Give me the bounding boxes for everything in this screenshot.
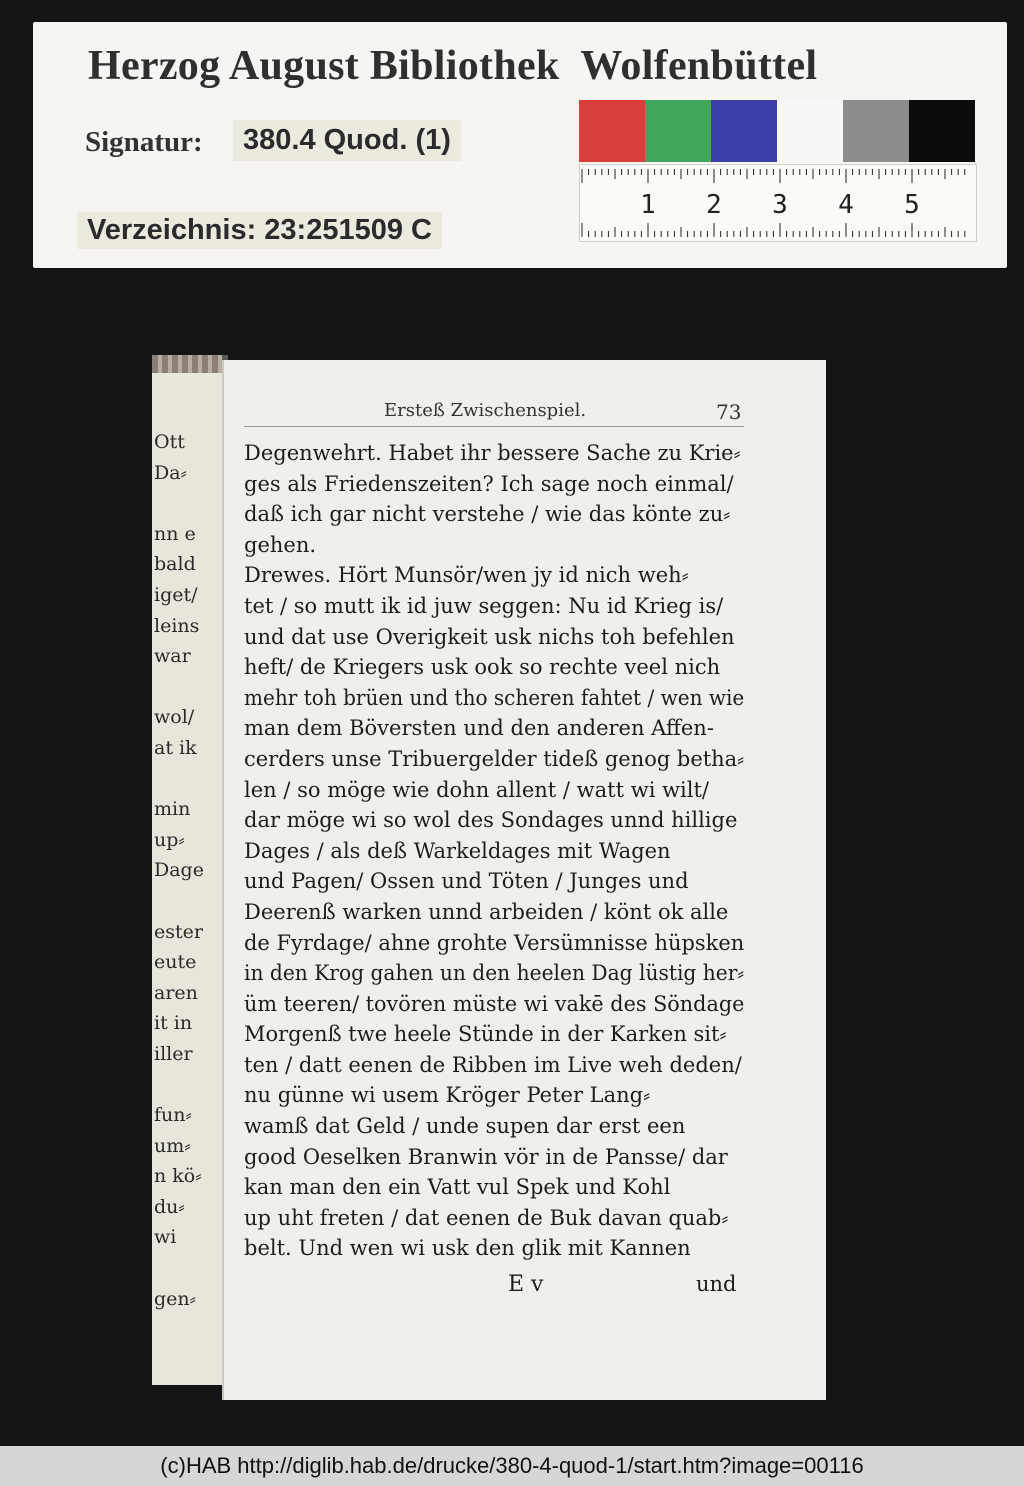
- left-page-fragment: it in: [154, 1012, 193, 1035]
- left-page-fragment: Dage: [154, 859, 204, 882]
- running-head: Ersteß Zwischenspiel.: [384, 400, 587, 421]
- left-page-fragment: aren: [154, 981, 198, 1004]
- ruler-number: 1: [640, 190, 656, 220]
- ruler-number: 4: [838, 190, 854, 220]
- color-calibration-chart: [579, 100, 975, 162]
- text-line: gehen.: [244, 532, 317, 557]
- book-page: [222, 360, 826, 1400]
- left-page-fragment: min: [154, 798, 191, 821]
- left-page-fragment: ester: [154, 920, 203, 943]
- left-page-fragment: [154, 672, 214, 703]
- left-page-fragments: [154, 427, 214, 1314]
- text-line: de Fyrdage/ ahne grohte Versümnisse hüpsken: [244, 930, 745, 955]
- text-line: und Pagen/ Ossen und Töten / Junges und: [244, 869, 689, 894]
- page-number: 73: [716, 400, 742, 424]
- text-line: kan man den ein Vatt vul Spek und Kohl: [244, 1175, 671, 1200]
- ruler-number: 5: [904, 190, 920, 220]
- text-line: wamß dat Geld / unde supen dar erst een: [244, 1114, 686, 1139]
- left-page-fragment: up⸗: [154, 828, 185, 851]
- text-line: daß ich gar nicht verstehe / wie das könte zu⸗: [244, 502, 731, 527]
- signatur-value: 380.4 Quod. (1): [233, 120, 461, 161]
- text-line: belt. Und wen wi usk den glik mit Kannen: [244, 1236, 691, 1261]
- text-line: Morgenß twe heele Stünde in der Karken sit⸗: [244, 1022, 727, 1047]
- text-line: ten / datt eenen de Ribben im Live weh deden/: [244, 1052, 742, 1077]
- ruler-number: 2: [706, 190, 722, 220]
- color-swatch: [645, 100, 711, 162]
- color-swatch: [579, 100, 645, 162]
- left-page-fragment: [154, 886, 214, 917]
- color-swatch: [843, 100, 909, 162]
- copyright-footer: (c)HAB http://diglib.hab.de/drucke/380-4-quod-1/start.htm?image=00116: [0, 1446, 1024, 1486]
- text-line: Degenwehrt. Habet ihr bessere Sache zu Krie⸗: [244, 441, 741, 465]
- text-line: Deerenß warken unnd arbeiden / könt ok alle: [244, 899, 729, 924]
- library-title: Herzog August Bibliothek Wolfenbüttel: [88, 43, 818, 89]
- ruler-number: 3: [772, 190, 788, 220]
- left-page-fragment: iget/: [154, 583, 198, 606]
- left-page-fragment: bald: [154, 553, 196, 576]
- left-page-fragment: du⸗: [154, 1195, 185, 1218]
- left-page-fragment: wol/: [154, 706, 195, 729]
- page-body-text: [244, 438, 744, 1264]
- color-swatch: [777, 100, 843, 162]
- left-page-fragment: nn e: [154, 522, 196, 545]
- left-page-fragment: Ott: [154, 431, 185, 453]
- text-line: heft/ de Kriegers usk ook so rechte veel nich: [244, 655, 721, 680]
- left-page-edge: [152, 355, 228, 1385]
- left-page-fragment: fun⸗: [154, 1104, 192, 1127]
- color-swatch: [909, 100, 975, 162]
- text-line: good Oeselken Branwin vör in de Pansse/ dar: [244, 1144, 728, 1169]
- text-line: dar möge wi so wol des Sondages unnd hillige: [244, 808, 738, 833]
- left-page-fragment: wi: [154, 1226, 177, 1249]
- text-line: ges als Friedenszeiten? Ich sage noch einmal/: [244, 471, 734, 496]
- text-line: up uht freten / dat eenen de Buk davan quab⸗: [244, 1205, 729, 1230]
- left-page-fragment: gen⸗: [154, 1287, 196, 1310]
- text-line: und dat use Overigkeit usk nichs toh befehlen: [244, 624, 735, 649]
- text-line: üm teeren/ tovören müste wi vakē des Söndage: [244, 991, 745, 1016]
- text-line: mehr toh brüen und tho scheren fahtet / wen wie: [244, 685, 745, 710]
- left-page-fragment: leins: [154, 614, 200, 637]
- left-page-fragment: [154, 1069, 214, 1100]
- text-line: nu günne wi usem Kröger Peter Lang⸗: [244, 1083, 651, 1108]
- left-page-fragment: [154, 488, 214, 519]
- text-line: Dages / als deß Warkeldages mit Wagen: [244, 838, 671, 863]
- text-line: cerders unse Tribuergelder tideß genog betha⸗: [244, 746, 745, 771]
- text-line: in den Krog gahen un den heelen Dag lüstig her⸗: [244, 961, 745, 986]
- left-page-fragment: Da⸗: [154, 461, 187, 484]
- left-page-fragment: [154, 764, 214, 795]
- left-page-fragment: [154, 1253, 214, 1284]
- left-page-fragment: n kö⸗: [154, 1165, 202, 1188]
- verzeichnis-label: Verzeichnis: 23:251509 C: [77, 212, 442, 249]
- text-line: man dem Böversten und den anderen Affen-: [244, 716, 714, 741]
- text-line: tet / so mutt ik id juw seggen: Nu id Krieg is/: [244, 593, 724, 618]
- left-page-fragment: iller: [154, 1042, 193, 1065]
- left-page-fragment: war: [154, 645, 191, 668]
- catalog-header-card: [33, 22, 1007, 268]
- signatur-label: Signatur:: [85, 126, 203, 158]
- left-page-fragment: um⸗: [154, 1134, 191, 1157]
- signature-mark: E v: [508, 1272, 544, 1297]
- binding-strip: [152, 355, 222, 373]
- left-page-fragment: at ik: [154, 736, 197, 759]
- text-line: len / so möge wie dohn allent / watt wi wilt/: [244, 777, 710, 802]
- scale-ruler: [579, 164, 977, 242]
- catchword: und: [696, 1272, 737, 1296]
- text-line: Drewes. Hört Munsör/wen jy id nich weh⸗: [244, 563, 689, 588]
- left-page-fragment: eute: [154, 951, 197, 974]
- head-rule: [244, 426, 744, 427]
- color-swatch: [711, 100, 777, 162]
